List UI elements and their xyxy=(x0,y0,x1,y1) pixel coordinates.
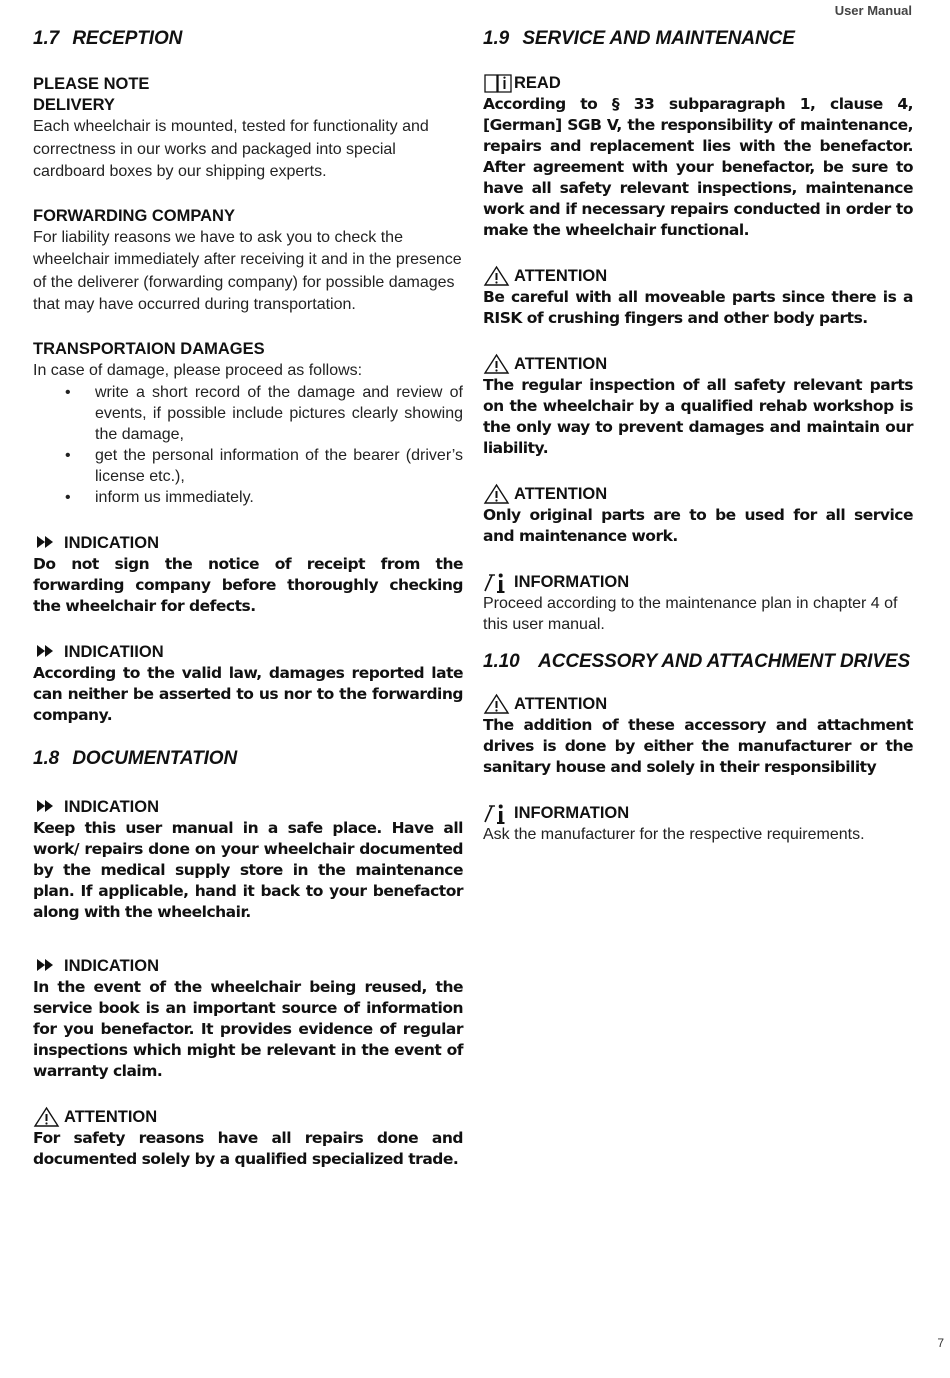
forwarding-company-text: For liability reasons we have to ask you to check the wheelchair immediately after receiving it and in the presence of the deliverer (forwarding company) for possible damages that may have occurred during transportation. xyxy=(33,228,462,313)
damage-steps-list xyxy=(33,382,463,508)
right-column xyxy=(483,28,913,845)
left-column xyxy=(33,28,463,1170)
attention-text: For safety reasons have all repairs done and documented solely by a qualified specialized trade. xyxy=(33,1129,463,1168)
indication-label: INDICATION xyxy=(64,957,160,975)
transport-damages-intro: In case of damage, please proceed as follows: xyxy=(33,361,363,379)
fast-forward-icon xyxy=(33,532,60,554)
indication-label-row xyxy=(33,955,463,977)
attention-label-row xyxy=(483,693,913,715)
list-item: • write a short record of the damage and review of events, if possible include pictures clearly showing the damage, xyxy=(33,382,463,445)
attention-text: Be careful with all moveable parts since there is a RISK of crushing fingers and other body parts. xyxy=(483,288,913,327)
delivery-text: Each wheelchair is mounted, tested for functionality and correctness in our works and packaged into special cardboard boxes by our shipping experts. xyxy=(33,118,429,180)
section-1-9-heading xyxy=(483,28,913,50)
indication-text: Do not sign the notice of receipt from the forwarding company before thoroughly checking the wheelchair for defects. xyxy=(33,555,463,615)
section-1-10-heading xyxy=(483,651,913,673)
information-text: Proceed according to the maintenance plan in chapter 4 of this user manual. xyxy=(483,595,898,633)
read-manual-icon xyxy=(483,72,510,94)
section-number: 1.9 xyxy=(483,28,510,49)
warning-triangle-icon xyxy=(483,265,510,287)
attention-label: ATTENTION xyxy=(514,355,608,373)
section-title: ACCESSORY AND ATTACHMENT DRIVES xyxy=(538,651,911,672)
indication-label-row xyxy=(33,641,463,663)
information-label: INFORMATION xyxy=(514,804,630,822)
warning-triangle-icon xyxy=(33,1106,60,1128)
information-label-row xyxy=(483,571,913,593)
list-item: • get the personal information of the bearer (driver’s license etc.), xyxy=(33,445,463,487)
indication-label: INDICATION xyxy=(64,798,160,816)
section-number: 1.8 xyxy=(33,748,60,769)
section-number: 1.7 xyxy=(33,28,60,49)
indication-label-row xyxy=(33,532,463,554)
information-text: Ask the manufacturer for the respective requirements. xyxy=(483,826,865,843)
forwarding-company-heading: FORWARDING COMPANY xyxy=(33,206,235,225)
fast-forward-icon xyxy=(33,796,60,818)
indication-label-row xyxy=(33,796,463,818)
warning-triangle-icon xyxy=(483,693,510,715)
list-item: • inform us immediately. xyxy=(33,487,463,508)
indication-text: In the event of the wheelchair being reused, the service book is an important source of information for you benefactor. It provides evidence of regular inspections which might be relevant in the event of warranty claim. xyxy=(33,978,463,1080)
section-title: RECEPTION xyxy=(72,28,183,49)
page-number: 7 xyxy=(937,1336,944,1350)
attention-label: ATTENTION xyxy=(64,1108,158,1126)
information-icon xyxy=(483,571,510,593)
information-icon xyxy=(483,802,510,824)
warning-triangle-icon xyxy=(483,483,510,505)
attention-text: Only original parts are to be used for all service and maintenance work. xyxy=(483,506,913,545)
attention-label: ATTENTION xyxy=(514,485,608,503)
section-title: DOCUMENTATION xyxy=(72,748,238,769)
please-note-heading: PLEASE NOTE xyxy=(33,75,150,93)
attention-label-row xyxy=(483,353,913,375)
read-label-row xyxy=(483,72,913,94)
indication-label: INDICATION xyxy=(64,534,160,552)
read-label: READ xyxy=(514,74,561,92)
attention-label-row xyxy=(483,483,913,505)
section-1-7-heading xyxy=(33,28,463,50)
section-1-8-heading xyxy=(33,748,463,770)
indication-text: According to the valid law, damages reported late can neither be asserted to us nor to the forwarding company. xyxy=(33,664,463,724)
attention-label-row xyxy=(483,265,913,287)
indication-label: INDICATIION xyxy=(64,643,164,661)
information-label-row xyxy=(483,802,913,824)
attention-label: ATTENTION xyxy=(514,695,608,713)
read-text: According to § 33 subparagraph 1, clause 4, [German] SGB V, the responsibility of maintenance, repairs and replacement lies with the benefactor. After agreement with your benefactor, be sure to have all safety relevant inspections, maintenance work and if necessary repairs conducted in order to make the wheelchair functional. xyxy=(483,95,913,239)
information-label: INFORMATION xyxy=(514,573,630,591)
running-header: User Manual xyxy=(834,3,912,18)
attention-text: The addition of these accessory and attachment drives is done by either the manufacturer or the sanitary house and solely in their responsibility xyxy=(483,716,913,776)
indication-text: Keep this user manual in a safe place. Have all work/ repairs done on your wheelchair documented by the medical supply store in the maintenance plan. If applicable, hand it back to your benefactor along with the wheelchair. xyxy=(33,819,463,921)
attention-label: ATTENTION xyxy=(514,267,608,285)
fast-forward-icon xyxy=(33,641,60,663)
attention-text: The regular inspection of all safety relevant parts on the wheelchair by a qualified rehab workshop is the only way to prevent damages and maintain our liability. xyxy=(483,376,913,457)
section-number: 1.10 xyxy=(483,651,520,672)
section-title: SERVICE AND MAINTENANCE xyxy=(522,28,795,49)
attention-label-row xyxy=(33,1106,463,1128)
transport-damages-heading: TRANSPORTAION DAMAGES xyxy=(33,339,265,358)
delivery-heading: DELIVERY xyxy=(33,96,115,114)
warning-triangle-icon xyxy=(483,353,510,375)
fast-forward-icon xyxy=(33,955,60,977)
